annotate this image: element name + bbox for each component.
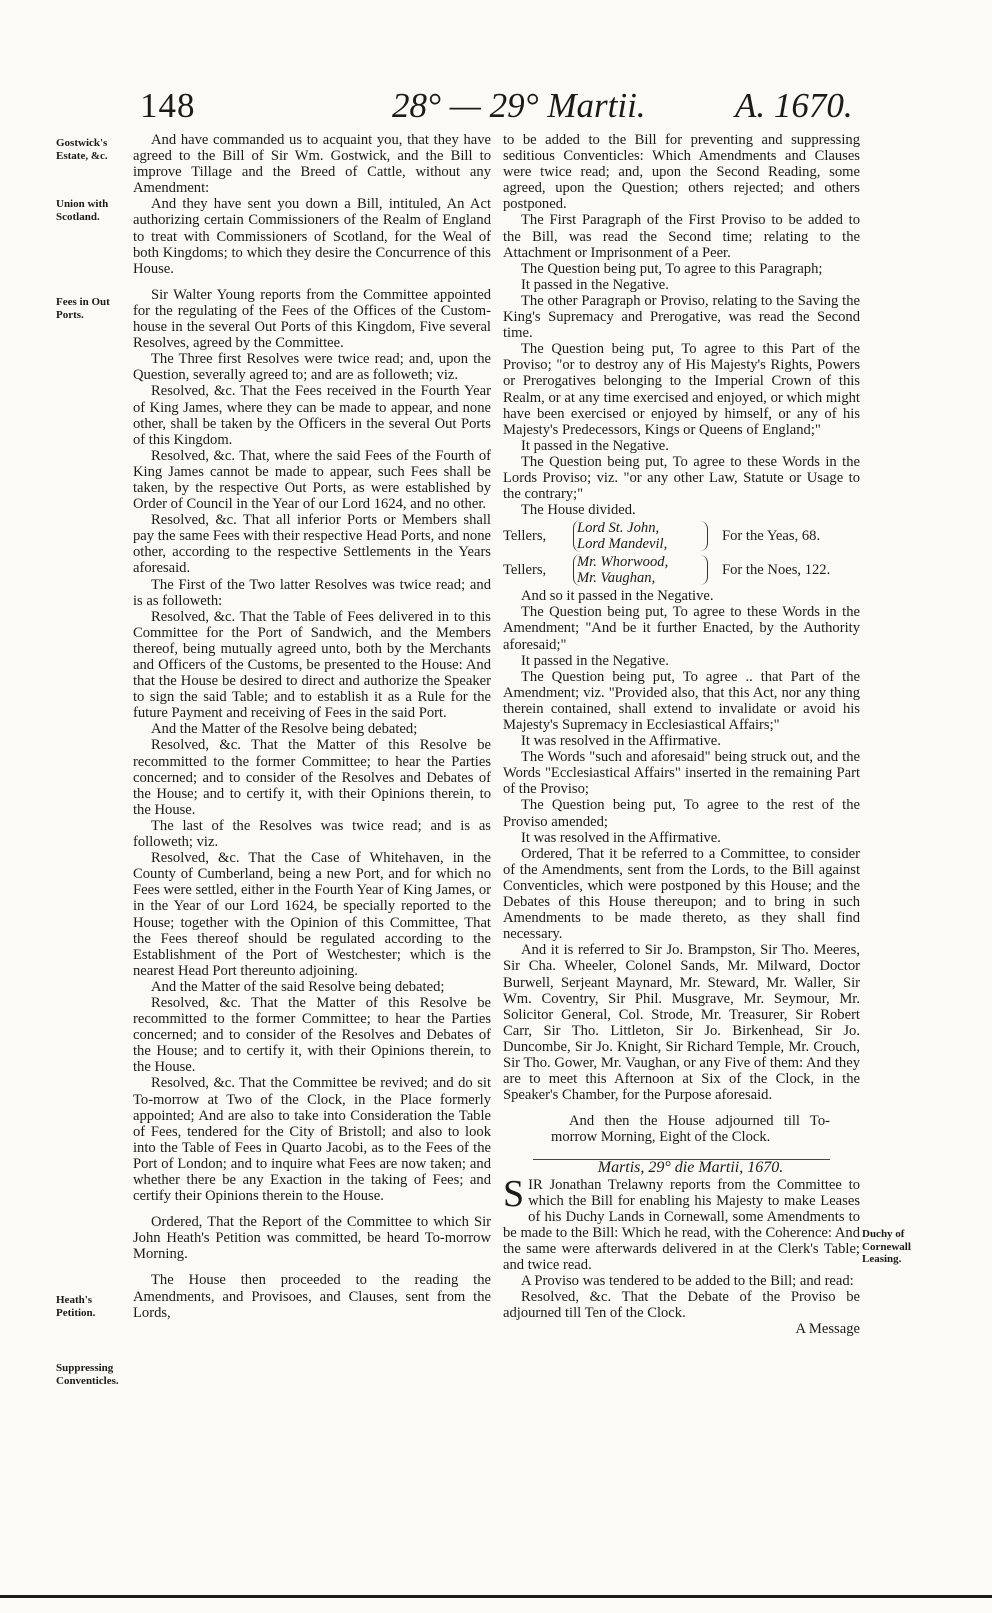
paragraph: It was resolved in the Affirmative.	[521, 733, 721, 750]
margin-note-duchy: Duchy of Cornewall Leasing.	[862, 1228, 911, 1265]
drop-cap: S	[503, 1172, 525, 1215]
paragraph: The Words "such and aforesaid" being struck out, and the Words "Ecclesiastical Affairs" inserted in the remaining Part of the Proviso;	[503, 749, 860, 798]
paragraph: Resolved, &c. That the Committee be revived; and do sit To-morrow at Two of the Clock, in the Place formerly appointed; And are also to take into Consideration the Table of Fees, tendered for the City of Bristoll; and also to look into the Table of Fees in Quarto Jacobi, as to the Fees of the Port of London; and to inquire what Fees are now taken; and whether there be any Exaction in the taking of Fees; and certify their Opinions therein to the House.	[133, 1075, 491, 1205]
paragraph: The Question being put, To agree to this Paragraph;	[521, 260, 823, 277]
margin-note-heath: Heath's Petition.	[56, 1294, 96, 1319]
paragraph: The House then proceeded to the reading the Amendments, and Provisoes, and Clauses, sent from the Lords,	[133, 1272, 491, 1321]
margin-note-union: Union with Scotland.	[56, 198, 109, 223]
paragraph: The Question being put, To agree .. that Part of the Amendment; viz. "Provided also, that this Act, nor any thing therein contained, shall extend to invalidate or avoid his Majesty's Supremacy in Ecclesiastical Affairs;"	[503, 668, 860, 733]
paragraph: The Question being put, To agree to these Words in the Lords Proviso; viz. "or any other Law, Statute or Usage to the contrary;"	[503, 453, 860, 503]
paragraph: The Question being put, To agree to the rest of the Proviso amended;	[503, 797, 860, 830]
paragraph: The Question being put, To agree to this Part of the Proviso; "or to destroy any of His Majesty's Rights, Powers or Prerogatives belonging to the Imperial Crown of this Realm, or at any time exercised and enjoyed, or which might have been exercised or enjoyed by himself, or any of his Majesty's Predecessors, Kings or Queens of England;"	[503, 341, 860, 438]
margin-note-fees: Fees in Out Ports.	[56, 296, 110, 321]
paragraph	[503, 1172, 860, 1274]
right-column	[503, 132, 860, 1337]
teller-name: Mr. Vaughan,	[577, 570, 656, 587]
brace	[687, 521, 708, 551]
page-bottom-rule	[0, 1595, 992, 1598]
tellers-label: Tellers,	[503, 528, 547, 545]
page-number: 148	[140, 86, 196, 125]
left-column	[133, 132, 491, 1321]
margin-note-conventicles: Suppressing Conventicles.	[56, 1362, 119, 1387]
teller-name: Lord St. John,	[577, 520, 660, 537]
paragraph: Ordered, That it be referred to a Committee, to consider of the Amendments, sent from the Lords, to the Bill against Conventicles, which were postponed by this House; and the Debates of this House thereupon; and to bring in such Amendments to be made thereto, as they shall find necessary.	[503, 845, 860, 943]
paragraph: And the Matter of the said Resolve being debated;	[151, 978, 445, 995]
paragraph: The First Paragraph of the First Proviso to be added to the Bill, was read the Second time; relating to the Attachment or Imprisonment of a Peer.	[503, 212, 860, 261]
paragraph: It passed in the Negative.	[521, 276, 669, 293]
paragraph: Resolved, &c. That the Matter of this Resolve be recommitted to the former Committee; to hear the Parties concerned; and to consider of the Resolves and Debates of the House; and to certify it, with their Opinions therein, to the House.	[133, 994, 491, 1076]
paragraph: The Three first Resolves were twice read; and, upon the Question, severally agreed to; and are as followeth; viz.	[133, 351, 491, 384]
paragraph-text: IR Jonathan Trelawny reports from the Committee to which the Bill for enabling his Majesty to make Leases of his Duchy Lands in Cornewall, some Amendments to be made to the Bill: Which he read, with the Coherence: And the same were afterwards delivered in at the Clerk's Table; and twice read.	[503, 1176, 860, 1273]
day-heading: Martis, 29° die Martii, 1670.	[597, 1159, 784, 1177]
paragraph: The Question being put, To agree to these Words in the Amendment; "And be it further Enacted, by the Authority aforesaid;"	[503, 604, 860, 653]
tellers-row-yeas	[503, 519, 860, 553]
paragraph: And it is referred to Sir Jo. Brampston, Sir Tho. Meeres, Sir Cha. Wheeler, Colonel Sands, Mr. Milward, Doctor Burwell, Serjeant Maynard, Mr. Steward, Mr. Waller, Sir Wm. Coventry, Sir Phil. Musgrave, Mr. Seymour, Mr. Solicitor General, Col. Strode, Mr. Treasurer, Sir Robert Carr, Sir Tho. Littleton, Sir Jo. Birkenhead, Sir Jo. Duncombe, Sir Jo. Knight, Sir Richard Temple, Mr. Crouch, Sir Tho. Gower, Mr. Vaughan, or any Five of them: And they are to meet this Afternoon at Six of the Clock, in the Speaker's Chamber, for the Purpose aforesaid.	[503, 942, 860, 1104]
teller-names	[573, 554, 687, 586]
adjournment: And then the House adjourned till To-morrow Morning, Eight of the Clock.	[551, 1113, 830, 1146]
catchword: A Message	[795, 1321, 860, 1338]
paragraph: Resolved, &c. That the Case of Whitehaven, in the County of Cumberland, being a new Port, and for which no Fees were settled, either in the Fourth Year of King James, or in the Year of our Lord 1624, be specially reported to the House; together with the Opinion of this Committee, That the Fees thereof should be regulated according to the Establishment of the Port of Westchester; which is the nearest Head Port thereunto adjoining.	[133, 850, 491, 979]
margin-note-gostwick: Gostwick's Estate, &c.	[56, 137, 108, 162]
brace	[687, 555, 708, 585]
paragraph: Resolved, &c. That the Fees received in the Fourth Year of King James, where they can be made to appear, and none other, shall be taken by the Officers in the several Out Ports of this Kingdom.	[133, 383, 491, 448]
paragraph: And they have sent you down a Bill, intituled, An Act authorizing certain Commissioners of the Realm of England to treat with Commissioners of Scotland, for the Weal of both Kingdoms; to which they desire the Concurrence of this House.	[133, 196, 491, 277]
paragraph: It passed in the Negative.	[521, 652, 669, 669]
paragraph: Resolved, &c. That all inferior Ports or Members shall pay the same Fees with their respective Head Ports, and none other, according to the respective Settlements in the Years aforesaid.	[133, 512, 491, 577]
vote-count: For the Yeas, 68.	[722, 528, 821, 545]
vote-count: For the Noes, 122.	[722, 562, 831, 579]
header-dates: 28° — 29° Martii.	[392, 86, 646, 125]
tellers-row-noes	[503, 553, 860, 587]
teller-name: Mr. Whorwood,	[577, 554, 669, 571]
tellers-label: Tellers,	[503, 562, 547, 579]
header-year: A. 1670.	[735, 86, 853, 125]
paragraph: Resolved, &c. That the Matter of this Resolve be recommitted to the former Committee; to hear the Parties concerned; and to consider of the Resolves and Debates of the House; and to certify it, with their Opinions therein, to the House.	[133, 737, 491, 818]
paragraph: And so it passed in the Negative.	[521, 588, 714, 605]
tellers-block	[503, 519, 860, 587]
running-header	[0, 84, 992, 134]
teller-name: Lord Mandevil,	[577, 536, 668, 553]
paragraph: Resolved, &c. That the Debate of the Proviso be adjourned till Ten of the Clock.	[503, 1289, 860, 1322]
paragraph: It passed in the Negative.	[521, 437, 669, 454]
paragraph: The First of the Two latter Resolves was twice read; and is as followeth:	[133, 576, 491, 609]
paragraph: to be added to the Bill for preventing and suppressing seditious Conventicles: Which Amendments and Clauses were twice read; and, upon the Second Reading, some agreed, upon the Question; others rejected; and others postponed.	[503, 132, 860, 213]
paragraph: Resolved, &c. That, where the said Fees of the Fourth of King James cannot be made to appear, such Fees shall be taken, by the respective Out Ports, as were established by Order of Council in the Year of our Lord 1624, and no other.	[133, 447, 491, 513]
paragraph: The other Paragraph or Proviso, relating to the Saving the King's Supremacy and Prerogative, was read the Second time.	[503, 292, 860, 342]
paragraph: And have commanded us to acquaint you, that they have agreed to the Bill of Sir Wm. Gostwick, and the Bill to improve Tillage and the Breed of Cattle, without any Amendment:	[133, 132, 491, 197]
paragraph: A Proviso was tendered to be added to the Bill; and read:	[521, 1273, 854, 1290]
paragraph: It was resolved in the Affirmative.	[521, 829, 721, 846]
paragraph: Resolved, &c. That the Table of Fees delivered in to this Committee for the Port of Sandwich, and the Members thereof, being mutually agreed unto, both by the Merchants and Officers of the Customs, be presented to the House: And that the House be desired to direct and authorize the Speaker to sign the said Table; and to establish it as a Rule for the future Payment and receiving of Fees in the said Port.	[133, 608, 491, 722]
paragraph: The House divided.	[521, 502, 636, 519]
paragraph: And the Matter of the Resolve being debated;	[151, 721, 418, 738]
paragraph: Ordered, That the Report of the Committee to which Sir John Heath's Petition was committed, be heard To-morrow Morning.	[133, 1214, 491, 1263]
teller-names	[573, 520, 687, 552]
paragraph: Sir Walter Young reports from the Committee appointed for the regulating of the Fees of the Offices of the Custom-house in the several Out Ports of this Kingdom, Five several Resolves, agreed by the Committee.	[133, 286, 491, 352]
paragraph: The last of the Resolves was twice read; and is as followeth; viz.	[133, 817, 491, 851]
